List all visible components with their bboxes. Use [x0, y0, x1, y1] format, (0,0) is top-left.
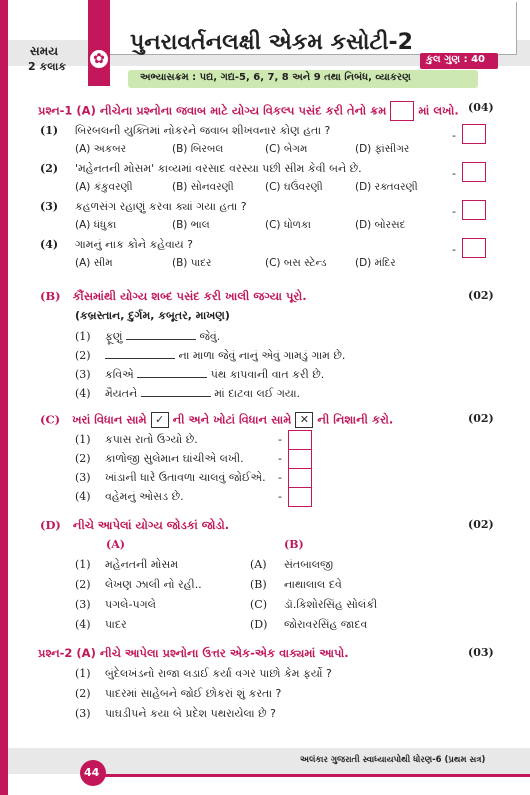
check-mark-icon: ✓ [151, 412, 169, 428]
q1a-marks: (04) [468, 101, 494, 114]
q1b-after: માં દાટવા લઈ ગયા. [214, 387, 301, 400]
q1b-after: પંથ કાપવાની વાત કરી છે. [210, 368, 325, 381]
samay-label: સમય [30, 44, 59, 58]
q1d-item-bnum: (B) [250, 578, 267, 591]
dash: - [278, 433, 282, 446]
q1a-option: (A) ધંધુકા [75, 219, 117, 231]
answer-box[interactable] [462, 162, 486, 182]
q2a-item-num: (2) [75, 687, 91, 700]
answer-box-icon [390, 101, 414, 121]
q1a-option: (A) કંકુવરણી [75, 181, 133, 193]
q1b-text: કૌંસમાંથી યોગ્ય શબ્દ પસંદ કરી ખાલી જગ્યા પૂરો. [72, 289, 307, 303]
q1b-item [105, 330, 220, 344]
flower-icon: ✿ [90, 50, 108, 68]
q1b-item [105, 368, 324, 382]
q1a-option: (D) ફાંસીગર [355, 143, 410, 155]
fill-blank[interactable] [126, 339, 196, 340]
q1b-marks: (02) [468, 289, 494, 302]
q1c-item-num: (4) [75, 490, 91, 503]
q1d-item-num: (4) [75, 618, 91, 631]
q1c-heading [40, 412, 393, 428]
q1a-option: (C) બસ સ્ટેન્ડ [265, 257, 327, 269]
q1a-option: (B) સોનવરણી [172, 181, 234, 193]
q1a-option: (A) સીમ [75, 257, 113, 269]
q1a-item-num: (4) [40, 238, 59, 251]
q2a-heading [38, 646, 349, 661]
footer-book-title: અલંકાર ગુજરાતી સ્વાધ્યાયપોથી ધોરણ-6 (પ્રથમ સત્ર) [300, 755, 486, 765]
q1c-item-num: (2) [75, 452, 91, 465]
q1d-text: નીચે આપેલાં યોગ્ય જોડકાં જોડો. [72, 518, 230, 532]
q1d-marks: (02) [468, 518, 494, 531]
answer-box[interactable] [288, 487, 312, 507]
q1a-option: (B) પાદર [172, 257, 212, 269]
q1a-item-num: (2) [40, 162, 59, 175]
q1c-prefix: (C) [40, 412, 61, 427]
q1d-item-num: (3) [75, 598, 91, 611]
dash: - [452, 243, 456, 256]
q1d-item-num: (2) [75, 578, 91, 591]
total-marks: કુલ ગુણ : 40 [426, 54, 485, 65]
q2a-text: નીચે આપેલા પ્રશ્નોના ઉત્તર એક-એક વાક્યમાં આપો. [99, 646, 349, 660]
header-pink-column [88, 0, 110, 86]
q2a-item-num: (3) [75, 707, 91, 720]
q2a-item-text: બુંદેલખંડનો રાજા લડાઈ કર્યા વગર પાછો કેમ ફર્યો ? [105, 667, 332, 680]
q1d-item-num: (1) [75, 558, 91, 571]
q1c-text-1: ખરાં વિધાન સામે [72, 412, 147, 427]
dash: - [452, 167, 456, 180]
answer-box[interactable] [288, 468, 312, 488]
q1b-item [105, 349, 345, 363]
footer-line [100, 774, 530, 777]
q1a-item-text: ગામનું નાક કોને કહેવાય ? [75, 238, 194, 251]
answer-box[interactable] [288, 449, 312, 469]
dash: - [278, 452, 282, 465]
column-b-header: (B) [284, 538, 304, 551]
q1a-prefix: પ્રશ્ન-1 (A) [38, 103, 96, 118]
fill-blank[interactable] [105, 358, 175, 359]
dash: - [278, 471, 282, 484]
q1a-item-text: 'મહેનતની મોસમ' કાવ્યમાં વરસાદ વરસ્યા પછી સીમ કેવી બને છે. [75, 162, 362, 175]
q1a-option: (B) ભાલ [172, 219, 210, 231]
q1a-option: (C) ઘઉંવરણી [265, 181, 323, 193]
q1c-text-2: ની અને ખોટાં વિધાન સામે [172, 412, 292, 427]
page-title: પુનરાવર્તનલક્ષી એકમ કસોટી-2 [130, 30, 413, 55]
q1a-option: (B) બિરબલ [172, 143, 224, 155]
q2a-prefix: પ્રશ્ન-2 (A) [38, 646, 96, 660]
q1d-item-b: સંતબાલજી [284, 558, 334, 571]
answer-box[interactable] [462, 200, 486, 220]
fill-blank[interactable] [141, 396, 211, 397]
q1b-before: ફૂણું [105, 330, 123, 343]
q1c-marks: (02) [468, 412, 494, 425]
q1d-heading [40, 518, 229, 533]
q1b-heading [40, 289, 307, 304]
dash: - [452, 129, 456, 142]
q1d-item-b: ડૉ.કિશોરસિંહ સોલંકી [284, 598, 378, 611]
dash: - [452, 205, 456, 218]
q2a-item-num: (1) [75, 667, 91, 680]
q1a-item-text: કહળસંગ રહાણું કરવા ક્યાં ગયા હતા ? [75, 200, 247, 213]
q1d-item-bnum: (D) [250, 618, 268, 631]
q1b-after: ના માળા જેવું નાનું એવું ગામડું ગામ છે. [178, 349, 346, 362]
q2a-item-text: પાદરમાં સાહેબને જોઈ છોકરાં શું કરતા ? [105, 687, 282, 700]
q1a-option: (C) ધોળકા [265, 219, 311, 231]
q1b-word-list: (કબ્રસ્તાન, દુર્ગમ, કબૂતર, માખણ) [75, 309, 230, 322]
page-number: 44 [84, 766, 100, 779]
cross-mark-icon: ✕ [295, 412, 313, 428]
q1a-option: (D) મંદિર [355, 257, 396, 269]
q1b-item-num: (3) [75, 368, 91, 381]
q1a-option: (D) બોરસદ [355, 219, 406, 231]
q1a-item-num: (1) [40, 124, 59, 137]
q1d-item-a: લેખણ ઝાલી નો રહી.. [105, 578, 202, 591]
q1a-item-text: બિરબલની યુક્તિમાં નોકરને જવાબ શીખવનાર કોણ હતા ? [75, 124, 331, 137]
q1b-prefix: (B) [40, 289, 61, 303]
q1d-item-a: મહેનતની મોસમ [105, 558, 179, 571]
q1a-option: (C) બેગમ [265, 143, 308, 155]
q1a-heading [38, 101, 459, 121]
q1a-text: નીચેના પ્રશ્નોના જવાબ માટે યોગ્ય વિકલ્પ પસંદ કરી તેનો ક્રમ [99, 103, 387, 118]
q1a-item-num: (3) [40, 200, 59, 213]
q1b-before: કવિએ [105, 368, 134, 381]
q1d-prefix: (D) [40, 518, 61, 532]
q1a-option: (D) રક્તવરણી [355, 181, 418, 193]
q1c-text-3: ની નિશાની કરો. [317, 412, 394, 427]
q1b-item-num: (1) [75, 330, 91, 343]
q1c-item-text: કાળોજી સુલેમાન ઘાંચીએ લખી. [105, 452, 244, 465]
dash: - [278, 490, 282, 503]
q1b-item [105, 387, 300, 401]
fill-blank[interactable] [137, 377, 207, 378]
q1b-before: મૈયતને [105, 387, 138, 400]
q1c-item-num: (1) [75, 433, 91, 446]
samay-value: 2 કલાક [28, 60, 67, 73]
q1c-item-text: વહેમનું ઓસડ છે. [105, 490, 184, 503]
q2a-marks: (03) [468, 646, 494, 659]
answer-box[interactable] [462, 238, 486, 258]
q1d-item-bnum: (A) [250, 558, 267, 571]
q1b-after: જેવું. [199, 330, 221, 343]
syllabus-text: અભ્યાસક્રમ : પદ્ય, ગદ્ય-5, 6, 7, 8 અને 9 તથા નિબંધ, વ્યાકરણ [140, 72, 411, 83]
q1d-item-b: નાથાલાલ દવે [284, 578, 342, 591]
column-a-header: (A) [106, 538, 125, 551]
q1d-item-b: જોરાવરસિંહ જાદવ [284, 618, 368, 631]
answer-box[interactable] [288, 430, 312, 450]
q1a-suffix: માં લખો. [418, 103, 459, 118]
q1c-item-text: ખાંડાની ધારે ઉતાવળા ચાલવું જોઈએ. [105, 471, 266, 484]
answer-box[interactable] [462, 124, 486, 144]
q1b-item-num: (4) [75, 387, 91, 400]
q1d-item-a: પાદર [105, 618, 127, 631]
q1c-item-num: (3) [75, 471, 91, 484]
q2a-item-text: પાઘડીપને કયા બે પ્રદેશ પથરાયેલા છે ? [105, 707, 276, 720]
q1a-option: (A) અકબર [75, 143, 127, 155]
q1b-item-num: (2) [75, 349, 91, 362]
q1d-item-a: પગલે-પગલે [105, 598, 156, 611]
q1d-item-bnum: (C) [250, 598, 267, 611]
left-margin-strip [0, 0, 8, 795]
q1c-item-text: કપાસ રાતો ઉગ્યો છે. [105, 433, 198, 446]
